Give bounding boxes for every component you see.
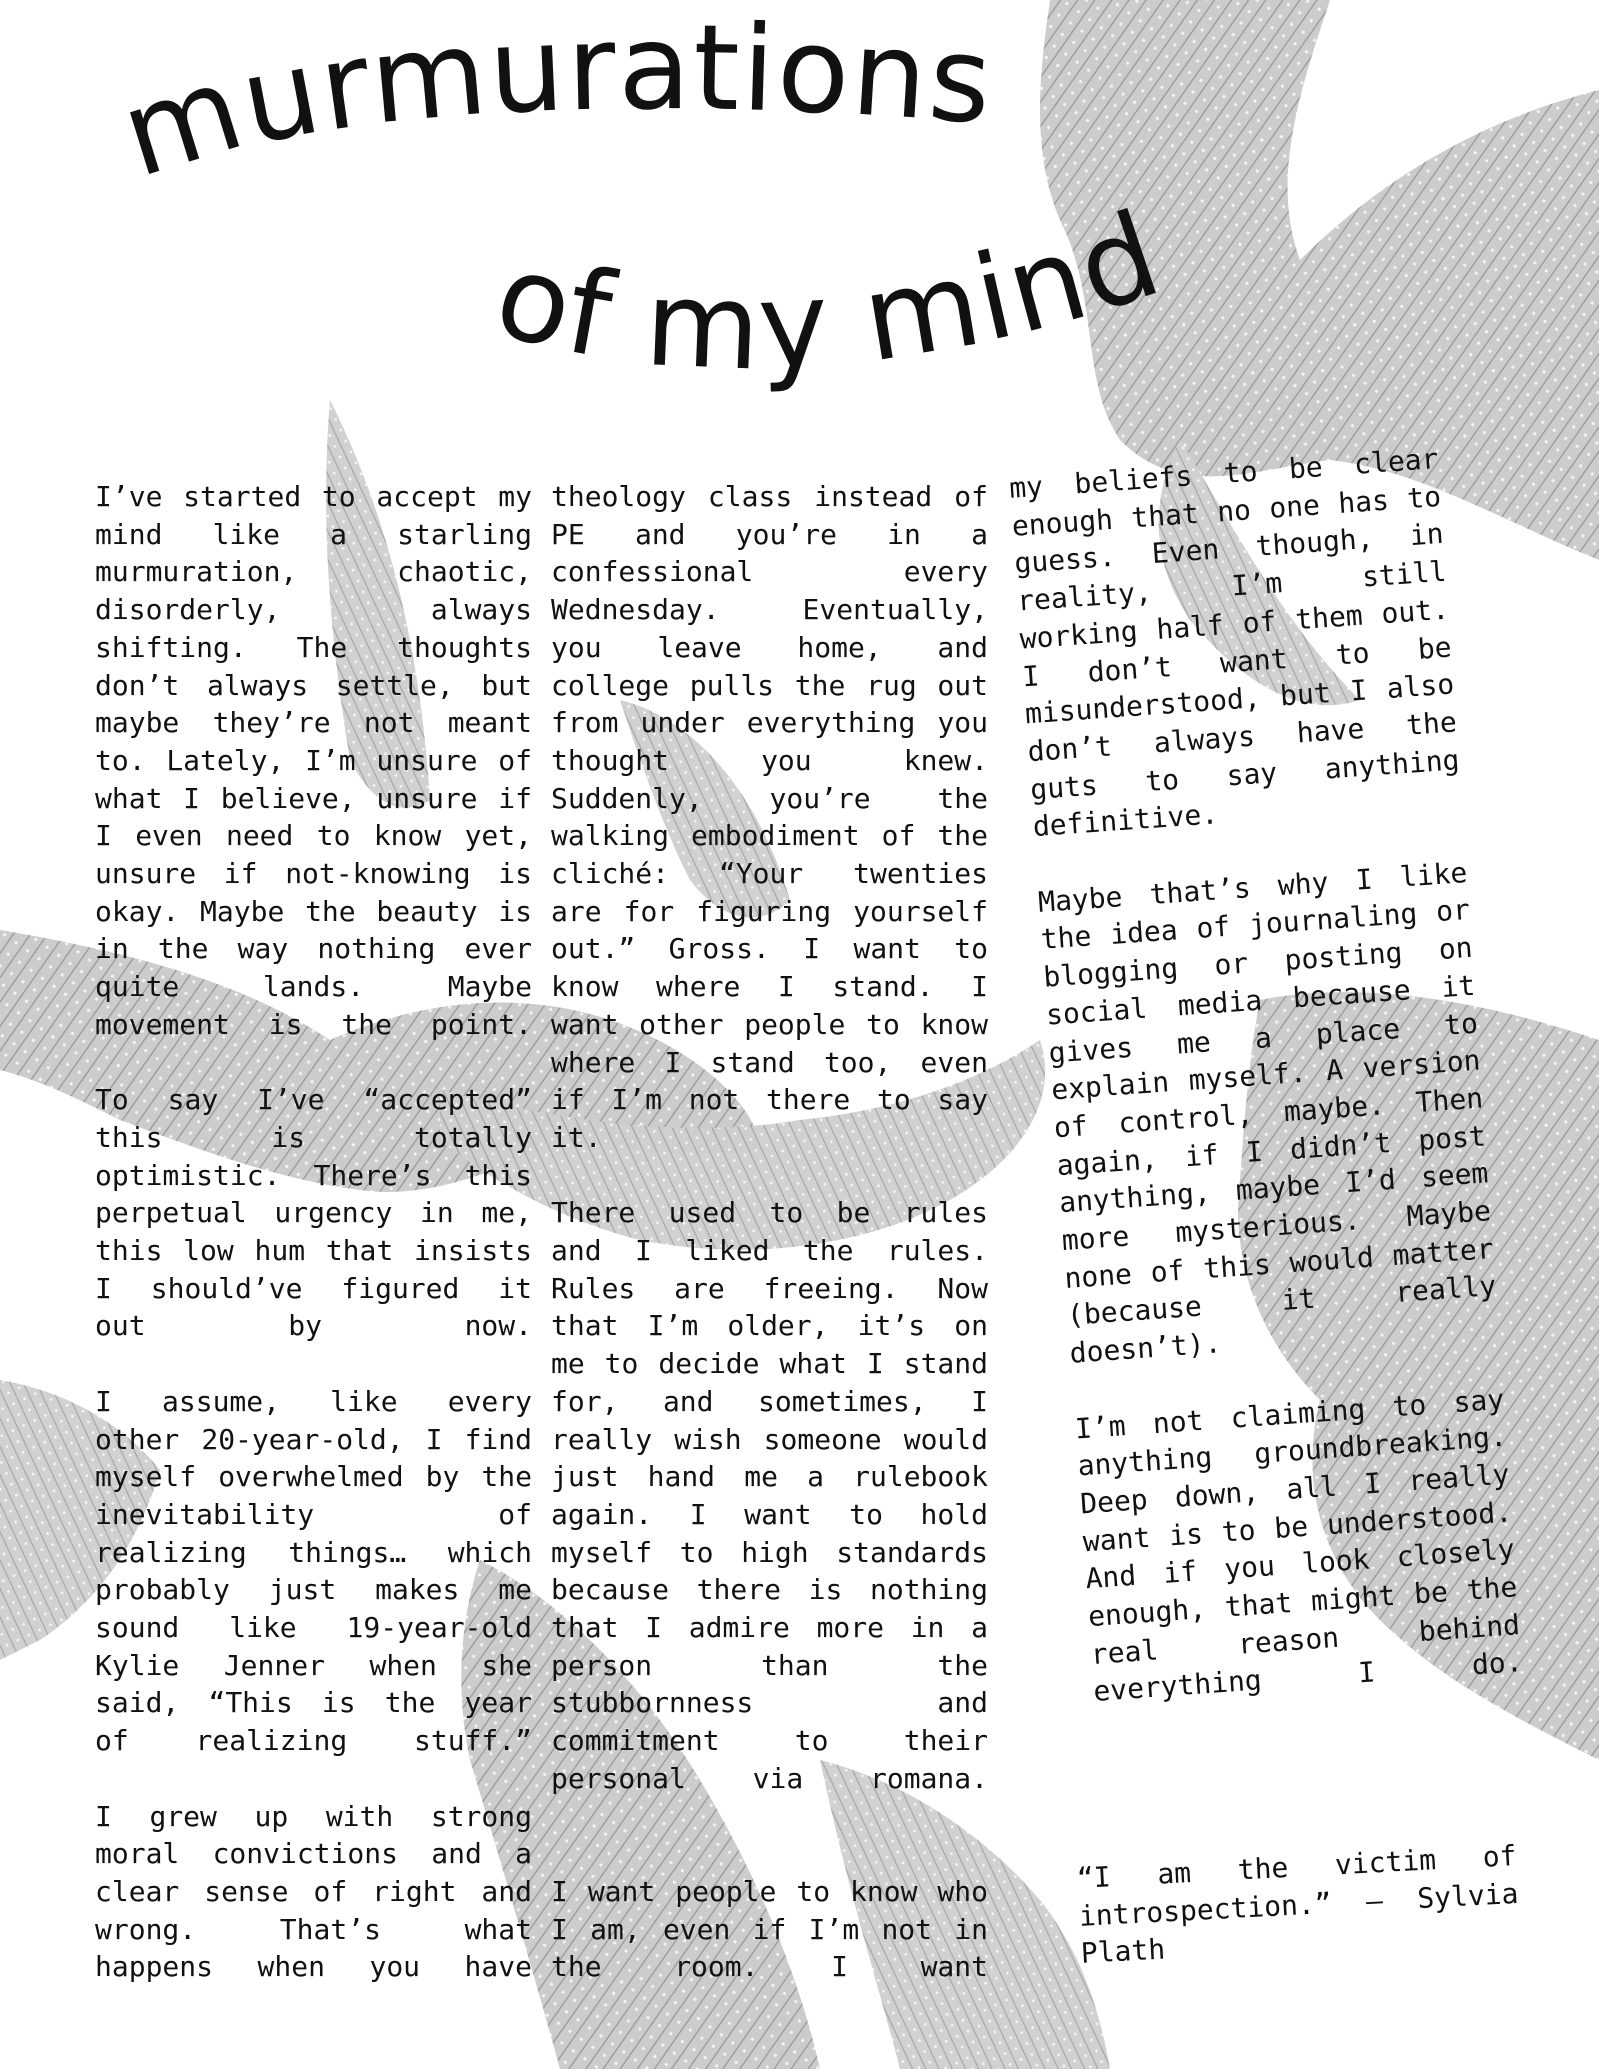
paragraph: I’ve started to accept my mind like a starling murmuration, chaotic, disorderly, always shifting. The thoughts don’t always settle, but maybe they’re not meant to. Lately, I’m unsure of what I believe, unsure if I even need to know yet, unsure if not-knowing is okay. Maybe the beauty is in the way nothing ever quite lands. Maybe movement is the point. <box>95 480 532 1041</box>
page-title <box>0 0 1599 470</box>
article-column-1 <box>95 478 532 1986</box>
article-column-3 <box>1008 440 1524 1711</box>
title-line-2: of my mind <box>482 184 1177 397</box>
title-line-1: murmurations <box>106 0 999 204</box>
paragraph: theology class instead of PE and you’re in a confessional every Wednesday. Eventually, you leave home, and college pulls the rug out from under everything you thought you knew. Suddenly, you’re the walking embodiment of the cliché: “Your twenties are for figuring yourself out.” Gross. I want to know where I stand. I want other people to know where I stand too, even if I’m not there to say it. <box>551 480 988 1154</box>
paragraph: my beliefs to be clear enough that no one has to guess. Even though, in reality, I’m still working half of them out. I don’t want to be misunderstood, but I also don’t always have the guts to say anything definitive. <box>1008 441 1461 844</box>
quote-text: “I am the victim of introspection.” — Sylvia Plath <box>1076 1838 1520 1971</box>
paragraph: I want people to know who I am, even if I’m not in the room. I want <box>551 1874 988 1984</box>
paragraph: To say I’ve “accepted” this is totally optimistic. There’s this perpetual urgency in me, this low hum that insists I should’ve figured it out by now. <box>95 1083 532 1343</box>
article-column-2 <box>551 478 988 1986</box>
paragraph: I assume, like every other 20-year-old, I find myself overwhelmed by the inevitability of realizing things… which probably just makes me sound like 19-year-old Kylie Jenner when she said, “This is the year of realizing stuff.” <box>95 1384 532 1758</box>
plath-quote <box>1076 1837 1521 1973</box>
paragraph: There used to be rules and I liked the rules. Rules are freeing. Now that I’m older, it’s on me to decide what I stand for, and sometimes, I really wish someone would just hand me a rulebook again. I want to hold myself to high standards because there is nothing that I admire more in a person than the stubbornness and commitment to their personal via romana. <box>551 1196 988 1795</box>
paragraph: I’m not claiming to say anything groundbreaking. Deep down, all I really want is to be understood. And if you look closely enough, that might be the real reason behind everything I do. <box>1073 1382 1524 1709</box>
paragraph: I grew up with strong moral convictions and a clear sense of right and wrong. That’s what happens when you have <box>95 1799 532 1984</box>
paragraph: Maybe that’s why I like the idea of journaling or blogging or posting on social media because it gives me a place to explain myself. A version of control, maybe. Then again, if I didn’t post anything, maybe I’d seem more mysterious. Maybe none of this would matter (because it really doesn’t). <box>1037 855 1498 1370</box>
